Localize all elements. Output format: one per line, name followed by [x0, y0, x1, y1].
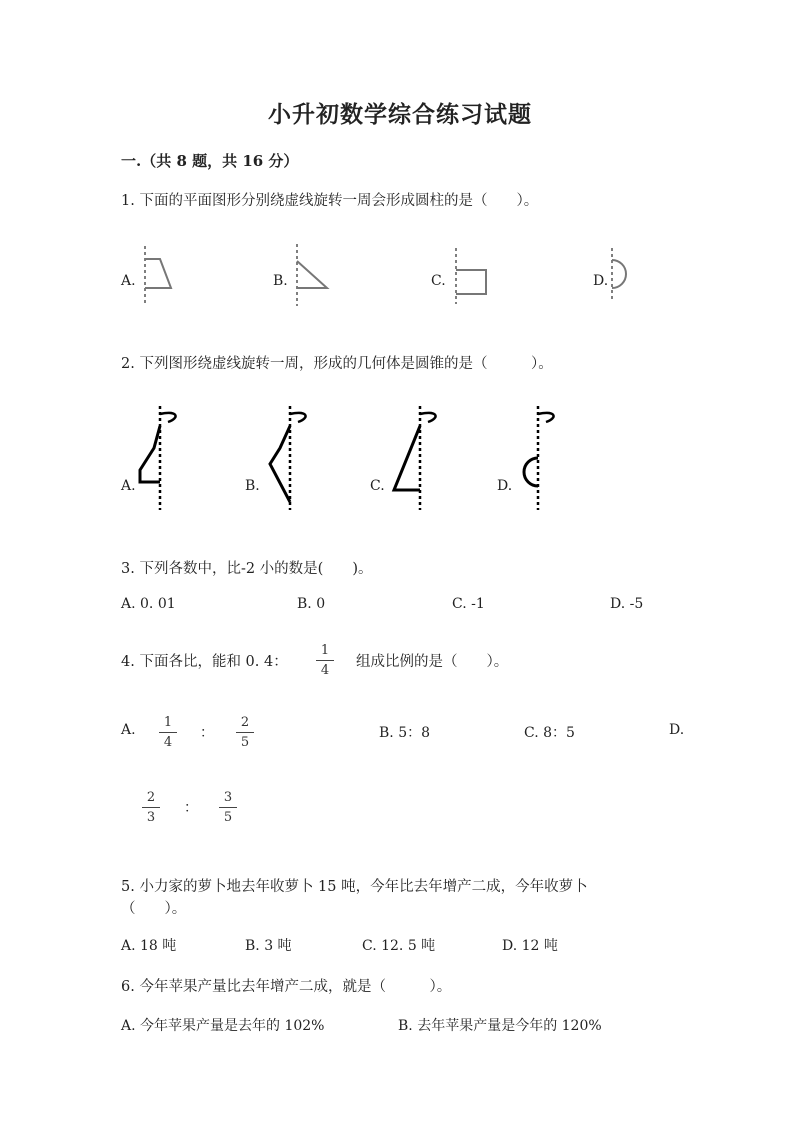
fraction-denominator: 5	[240, 735, 250, 750]
q3-option-c[interactable]: C. -1	[452, 596, 485, 612]
q4-option-c[interactable]: C. 8：5	[524, 725, 575, 741]
question-5-line-2: （ ）。	[121, 901, 187, 917]
q3-option-d[interactable]: D. -5	[610, 596, 644, 612]
q4-option-a-label[interactable]: A.	[121, 722, 136, 738]
fraction-bar	[159, 732, 177, 733]
q1-figure-c-rectangle[interactable]	[452, 246, 492, 306]
fraction-numerator: 1	[163, 715, 173, 730]
fraction-numerator: 2	[146, 790, 156, 805]
fraction-denominator: 4	[163, 735, 173, 750]
q3-option-b[interactable]: B. 0	[297, 596, 326, 612]
q2-option-a-label: A.	[121, 478, 136, 494]
question-5-line-1: 5. 小力家的萝卜地去年收萝卜 15 吨，今年比去年增产二成，今年收萝卜	[121, 879, 588, 895]
q1-figure-b-triangle[interactable]	[290, 242, 330, 308]
fraction-bar	[142, 807, 160, 808]
fraction-bar	[316, 660, 334, 661]
q5-option-c[interactable]: C. 12. 5 吨	[362, 938, 436, 954]
q4-option-a-colon: ：	[200, 725, 214, 741]
fraction-denominator: 5	[223, 810, 233, 825]
q1-figure-a-trapezoid[interactable]	[140, 244, 180, 308]
q4-option-d-fraction-1	[142, 791, 160, 824]
q3-option-a[interactable]: A. 0. 01	[121, 596, 176, 612]
q2-option-b-label: B.	[245, 478, 260, 494]
q5-option-d[interactable]: D. 12 吨	[502, 938, 558, 954]
q2-figure-c-cone[interactable]	[390, 404, 440, 512]
q4-option-d-colon: ：	[184, 800, 198, 816]
q1-option-a-label: A.	[121, 273, 136, 289]
q2-option-d-label: D.	[497, 478, 513, 494]
fraction-numerator: 3	[223, 790, 233, 805]
question-1-text: 1. 下面的平面图形分别绕虚线旋转一周会形成圆柱的是（ ）。	[121, 193, 539, 209]
q1-figure-d-semicircle[interactable]	[608, 246, 640, 306]
question-2-text: 2. 下列图形绕虚线旋转一周，形成的几何体是圆锥的是（ ）。	[121, 356, 553, 372]
q6-option-b[interactable]: B. 去年苹果产量是今年的 120%	[398, 1018, 602, 1034]
fraction-bar	[219, 807, 237, 808]
fraction-numerator: 1	[320, 643, 330, 658]
q5-option-a[interactable]: A. 18 吨	[121, 938, 177, 954]
section-header: 一.（共 8 题，共 16 分）	[121, 152, 299, 170]
question-6-text: 6. 今年苹果产量比去年增产二成，就是（ ）。	[121, 979, 452, 995]
question-4-prefix: 4. 下面各比，能和 0. 4：	[121, 654, 288, 670]
q2-figure-b[interactable]	[264, 404, 314, 512]
q4-fraction	[316, 644, 334, 677]
q2-figure-a[interactable]	[136, 404, 186, 512]
page-title: 小升初数学综合练习试题	[268, 101, 532, 128]
q1-option-b-label: B.	[273, 273, 288, 289]
q6-option-a[interactable]: A. 今年苹果产量是去年的 102%	[121, 1018, 325, 1034]
q1-option-d-label: D.	[593, 273, 609, 289]
fraction-denominator: 4	[320, 663, 330, 678]
q2-figure-d[interactable]	[514, 404, 564, 512]
question-4-suffix: 组成比例的是（ ）。	[356, 654, 509, 670]
q4-option-b[interactable]: B. 5：8	[379, 725, 431, 741]
q2-option-c-label: C.	[370, 478, 385, 494]
fraction-denominator: 3	[146, 810, 156, 825]
fraction-numerator: 2	[240, 715, 250, 730]
q4-option-a-fraction-1	[159, 716, 177, 749]
question-3-text: 3. 下列各数中，比-2 小的数是( )。	[121, 561, 373, 577]
fraction-bar	[236, 732, 254, 733]
q1-option-c-label: C.	[431, 273, 446, 289]
q4-option-a-fraction-2	[236, 716, 254, 749]
q5-option-b[interactable]: B. 3 吨	[245, 938, 292, 954]
q4-option-d-fraction-2	[219, 791, 237, 824]
q4-option-d-label[interactable]: D.	[669, 722, 685, 738]
